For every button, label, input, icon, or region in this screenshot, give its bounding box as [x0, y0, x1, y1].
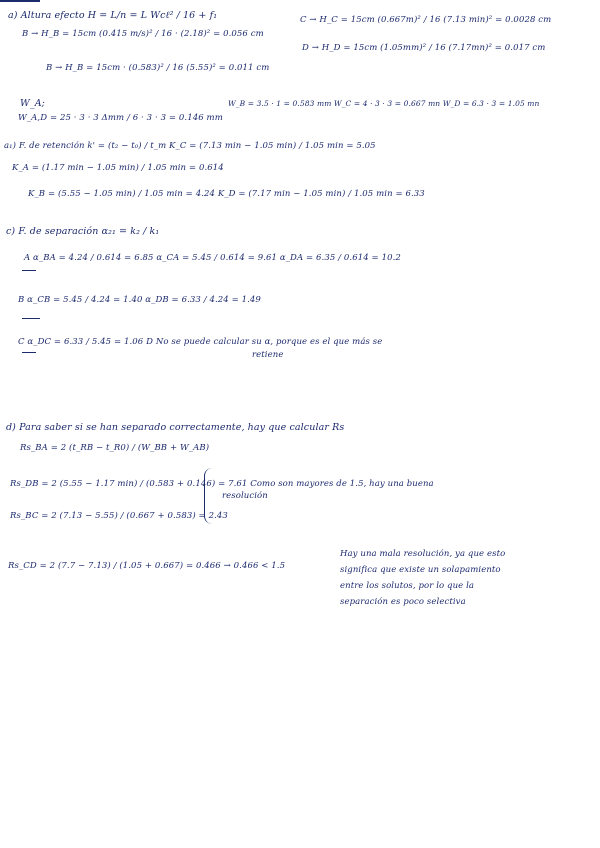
line-height-b-second: B → H_B = 15cm · (0.583)² / 16 (5.55)² = 0.011 cm: [46, 63, 270, 73]
line-conclusion-3: entre los solutos, por lo que la: [340, 581, 475, 591]
line-retiene: retiene: [252, 350, 284, 360]
line-altura-efecto: a) Altura efecto H = L/n = L Wcℓ² / 16 + f₁: [8, 10, 218, 21]
line-rs-db: Rs_DB = 2 (5.55 − 1.17 min) / (0.583 + 0.146) = 7.61 Como son mayores de 1.5, hay una buena: [10, 479, 434, 489]
line-resolution-intro: d) Para saber si se han separado correctamente, hay que calcular Rs: [6, 422, 345, 433]
line-conclusion-1: Hay una mala resolución, ya que esto: [340, 549, 506, 559]
line-conclusion-4: separación es poco selectiva: [340, 597, 466, 607]
line-widths: W_B = 3.5 · 1 = 0.583 mm W_C = 4 · 3 · 3 = 0.667 mn W_D = 6.3 · 3 = 1.05 mn: [228, 99, 540, 108]
line-wa-label: W_A;: [20, 98, 45, 109]
line-wa-value: W_A,D = 25 · 3 · 3 Δmm / 6 · 3 · 3 = 0.146 mm: [18, 113, 223, 123]
line-ka: K_A = (1.17 min − 1.05 min) / 1.05 min = 0.614: [12, 163, 224, 173]
underline-b: [22, 318, 40, 319]
line-separation-factor: c) F. de separación α₂₁ = k₂ / k₁: [6, 226, 160, 237]
underline-a: [22, 270, 36, 271]
grouping-brace: [204, 468, 215, 524]
page-top-mark: [0, 0, 40, 2]
line-retention-factor: a₁) F. de retención k' = (t₂ − t₀) / t_m K_C = (7.13 min − 1.05 min) / 1.05 min = 5.05: [4, 141, 376, 151]
line-alpha-c: C α_DC = 6.33 / 5.45 = 1.06 D No se puede calcular su α, porque es el que más se: [18, 337, 383, 347]
line-height-d: D → H_D = 15cm (1.05mm)² / 16 (7.17mn)² = 0.017 cm: [302, 43, 546, 53]
line-rs-ba: Rs_BA = 2 (t_RB − t_R0) / (W_BB + W_AB): [20, 443, 210, 453]
line-conclusion-2: significa que existe un solapamiento: [340, 565, 501, 575]
line-resolucion: resolución: [222, 491, 268, 501]
line-height-c: C → H_C = 15cm (0.667m)² / 16 (7.13 min)² = 0.0028 cm: [300, 15, 552, 25]
line-rs-bc: Rs_BC = 2 (7.13 − 5.55) / (0.667 + 0.583) = 2.43: [10, 511, 228, 521]
line-rs-cd: Rs_CD = 2 (7.7 − 7.13) / (1.05 + 0.667) = 0.466 → 0.466 < 1.5: [8, 561, 286, 571]
line-alpha-a: A α_BA = 4.24 / 0.614 = 6.85 α_CA = 5.45 / 0.614 = 9.61 α_DA = 6.35 / 0.614 = 10.2: [24, 253, 401, 263]
line-kb-kd: K_B = (5.55 − 1.05 min) / 1.05 min = 4.24 K_D = (7.17 min − 1.05 min) / 1.05 min = 6.33: [28, 189, 425, 199]
line-height-b-first: B → H_B = 15cm (0.415 m/s)² / 16 · (2.18)² = 0.056 cm: [22, 29, 264, 39]
line-alpha-b: B α_CB = 5.45 / 4.24 = 1.40 α_DB = 6.33 / 4.24 = 1.49: [18, 295, 261, 305]
underline-c: [22, 352, 36, 353]
